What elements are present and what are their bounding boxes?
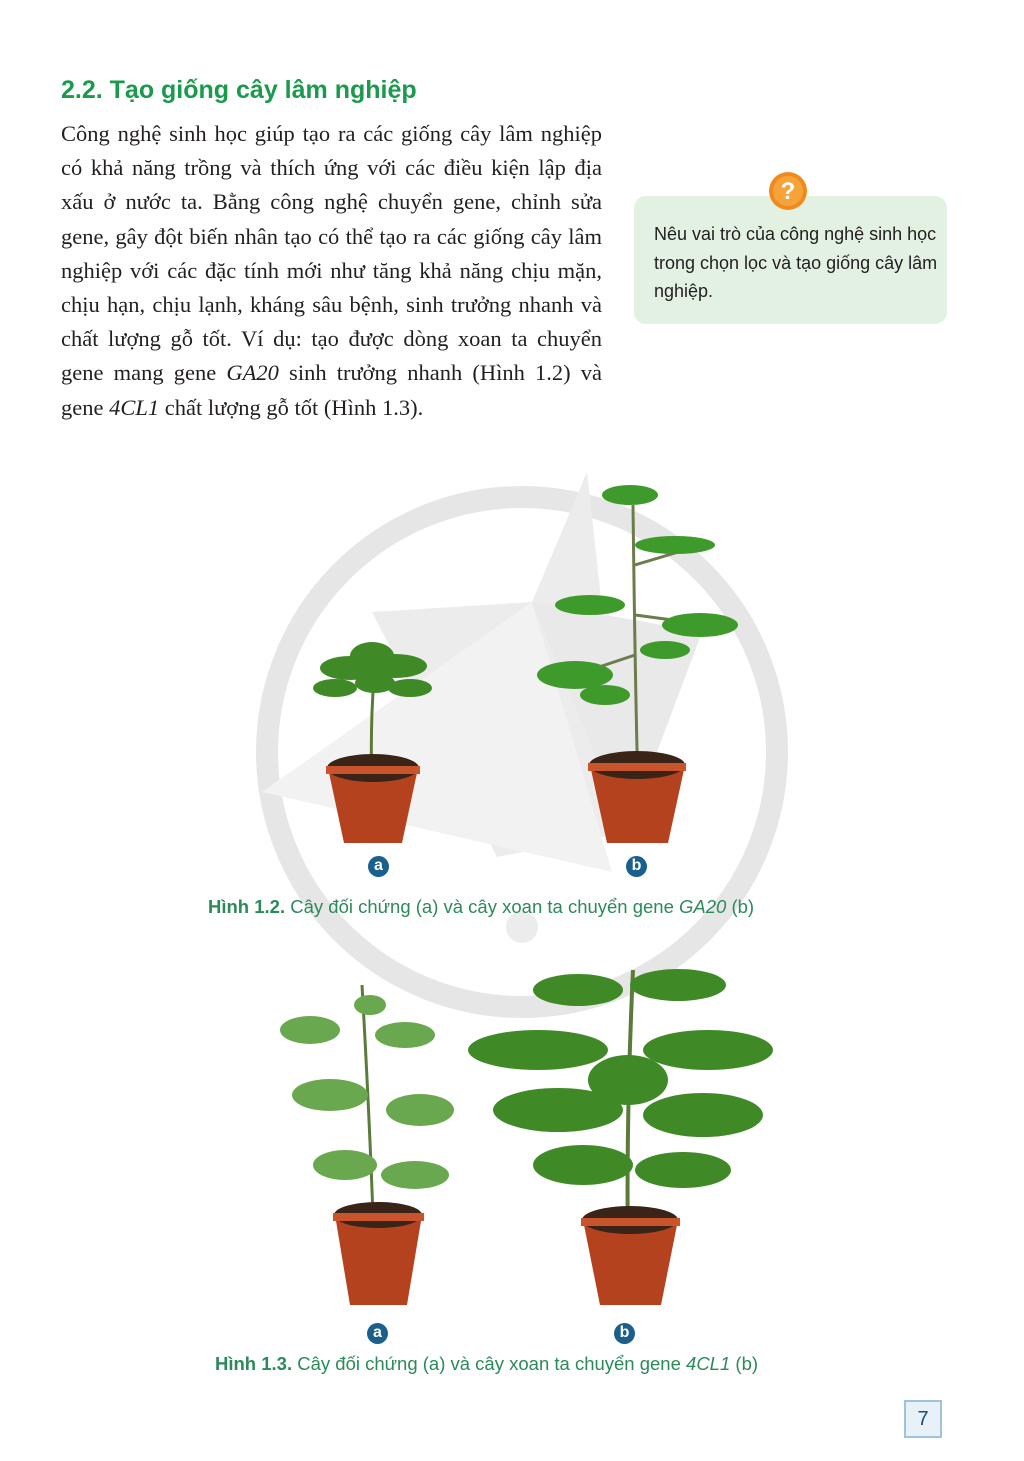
question-icon xyxy=(768,171,808,211)
control-plant-image-1-2a xyxy=(290,638,460,848)
gene-ga20: GA20 xyxy=(226,360,279,386)
figure-1-3-caption xyxy=(215,1353,758,1375)
page-number: 7 xyxy=(904,1400,942,1438)
gene-4cl1: 4CL1 xyxy=(109,394,160,420)
paragraph-part-2: sinh trưởng nhanh (Hình 1.2) và gene xyxy=(61,360,603,420)
figure-1-3-gene: 4CL1 xyxy=(686,1353,731,1374)
body-paragraph xyxy=(61,117,602,425)
figure-1-3-caption-text: Cây đối chứng (a) và cây xoan ta chuyển gene xyxy=(292,1353,687,1374)
figure-1-2-label-a: a xyxy=(368,856,389,877)
paragraph-part-1: Công nghệ sinh học giúp tạo ra các giống cây lâm nghiệp có khả năng trồng và thích ứng với các điều kiện lập địa xấu ở nước ta. Bằng công nghệ chuyển gene, chỉnh sửa gene, gây đột biến nhân tạo có thể tạo ra các giống cây lâm nghiệp với các đặc tính mới như tăng khả năng chịu mặn, chịu hạn, chịu lạnh, kháng sâu bệnh, sinh trưởng nhanh và chất lượng gỗ tốt. Ví dụ: tạo được dòng xoan ta chuyển gene mang gene xyxy=(61,121,602,386)
figure-1-3-label-b: b xyxy=(614,1323,635,1344)
transgenic-plant-image-1-2b xyxy=(535,475,750,848)
figure-1-3-number: Hình 1.3. xyxy=(215,1353,293,1374)
question-icon-label: ? xyxy=(780,178,796,205)
figure-1-2-gene: GA20 xyxy=(679,896,727,917)
transgenic-plant-image-1-3b xyxy=(468,950,778,1310)
figure-1-3-caption-end: (b) xyxy=(730,1353,759,1374)
paragraph-part-3: chất lượng gỗ tốt (Hình 1.3). xyxy=(159,394,424,420)
question-text: Nêu vai trò của công nghệ sinh học trong chọn lọc và tạo giống cây lâm nghiệp. xyxy=(654,224,938,301)
figure-1-2-number: Hình 1.2. xyxy=(208,896,286,917)
control-plant-image-1-3a xyxy=(270,975,465,1310)
question-box xyxy=(634,196,947,324)
figure-1-2-caption-end: (b) xyxy=(726,896,755,917)
figure-1-2-caption xyxy=(208,896,754,918)
figure-1-2-caption-text: Cây đối chứng (a) và cây xoan ta chuyển gene xyxy=(285,896,680,917)
section-heading: 2.2. Tạo giống cây lâm nghiệp xyxy=(61,76,417,104)
figure-1-2-label-b: b xyxy=(626,856,647,877)
figure-1-3-label-a: a xyxy=(367,1323,388,1344)
